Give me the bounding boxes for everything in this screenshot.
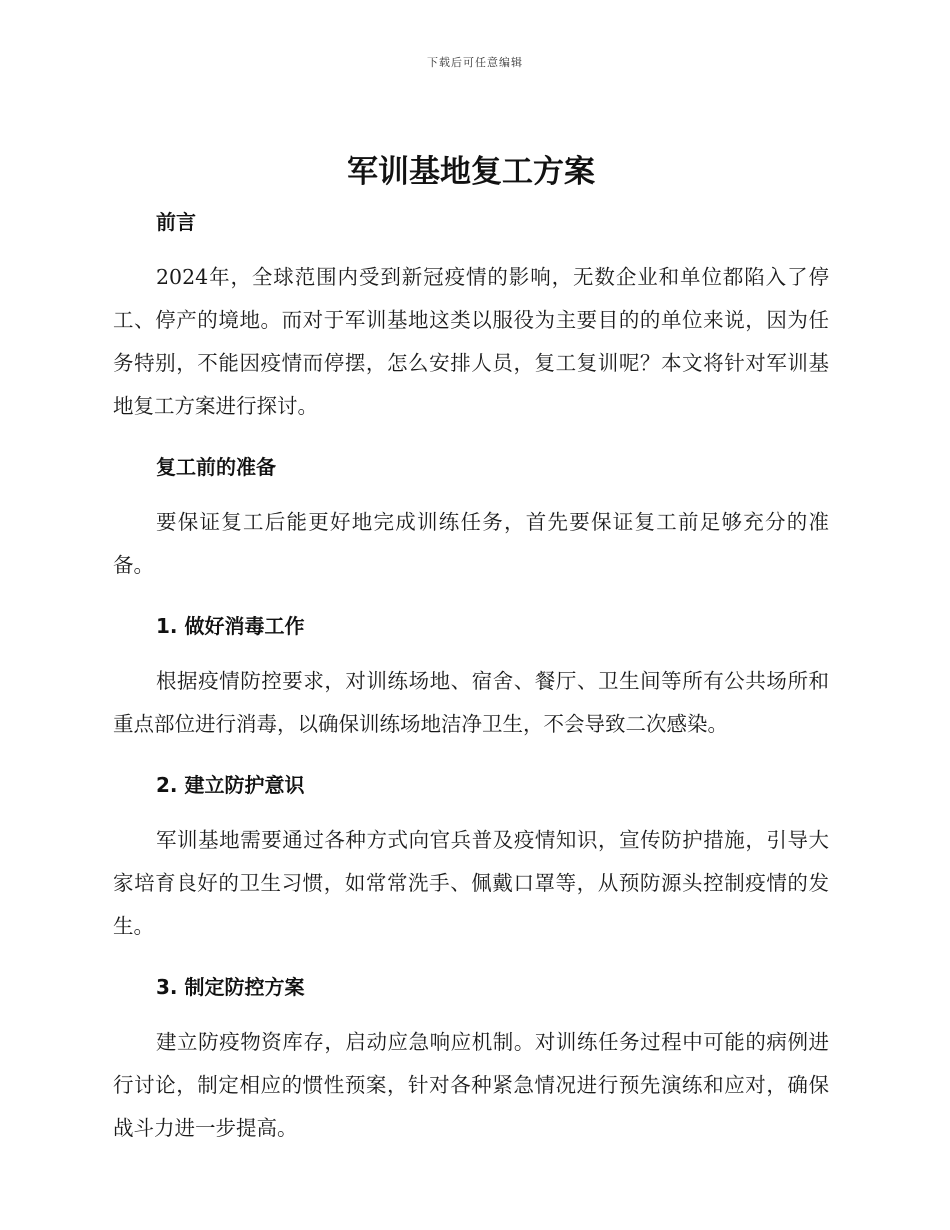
section-heading-preface: 前言 bbox=[156, 210, 196, 234]
section-paragraph-preface: 2024年，全球范围内受到新冠疫情的影响，无数企业和单位都陷入了停工、停产的境地。而对于军训基地这类以服役为主要目的的单位来说，因为任务特别，不能因疫情而停摆，怎么安排人员，复工复训呢？本文将针对军训基地复工方案进行探讨。 bbox=[113, 265, 829, 418]
section-heading-protection-awareness: 2. 建立防护意识 bbox=[156, 773, 305, 797]
section-heading-preparation: 复工前的准备 bbox=[156, 455, 276, 479]
section-paragraph-disinfection: 根据疫情防控要求，对训练场地、宿舍、餐厅、卫生间等所有公共场所和重点部位进行消毒，以确保训练场地洁净卫生，不会导致二次感染。 bbox=[113, 669, 829, 736]
section-paragraph-protection-awareness: 军训基地需要通过各种方式向官兵普及疫情知识，宣传防护措施，引导大家培育良好的卫生习惯，如常常洗手、佩戴口罩等，从预防源头控制疫情的发生。 bbox=[113, 828, 829, 938]
section-heading-disinfection: 1. 做好消毒工作 bbox=[156, 614, 305, 638]
page-header: 下载后可任意编辑 bbox=[427, 56, 523, 69]
section-paragraph-preparation: 要保证复工后能更好地完成训练任务，首先要保证复工前足够充分的准备。 bbox=[113, 510, 829, 577]
document-body bbox=[113, 148, 829, 1150]
section-paragraph-prevention-plan: 建立防疫物资库存，启动应急响应机制。对训练任务过程中可能的病例进行讨论，制定相应的惯性预案，针对各种紧急情况进行预先演练和应对，确保战斗力进一步提高。 bbox=[113, 1030, 829, 1140]
document-title: 军训基地复工方案 bbox=[347, 154, 595, 190]
section-heading-prevention-plan: 3. 制定防控方案 bbox=[156, 975, 305, 999]
